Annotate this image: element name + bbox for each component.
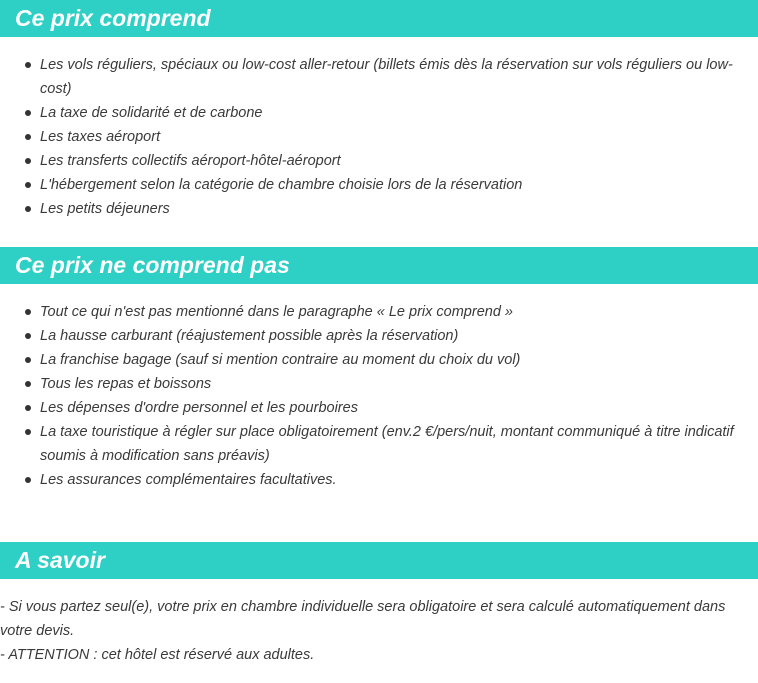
bullet-icon [25, 429, 31, 435]
bullet-icon [25, 477, 31, 483]
list-item [0, 101, 758, 125]
list-item-text: Tous les repas et boissons [40, 376, 212, 392]
list-item-text: La taxe touristique à régler sur place obligatoirement (env.2 €/pers/nuit, montant communiqué à titre indicatif soumis à modification sans préavis) [40, 424, 734, 464]
bullet-icon [25, 405, 31, 411]
list-item-text: Les petits déjeuners [40, 201, 170, 217]
list-item [0, 372, 758, 396]
section-title-excludes: Ce prix ne comprend pas [0, 247, 758, 284]
list-item [0, 173, 758, 197]
list-item-text: Les assurances complémentaires facultatives. [40, 472, 337, 488]
bullet-icon [25, 206, 31, 212]
list-item [0, 149, 758, 173]
list-item [0, 125, 758, 149]
list-item-text: La franchise bagage (sauf si mention contraire au moment du choix du vol) [40, 352, 521, 368]
info-notes [0, 595, 758, 667]
list-item-text: La hausse carburant (réajustement possible après la réservation) [40, 328, 459, 344]
list-item [0, 348, 758, 372]
list-item [0, 300, 758, 324]
list-item [0, 420, 758, 468]
bullet-icon [25, 357, 31, 363]
includes-list [0, 53, 758, 221]
list-item [0, 324, 758, 348]
section-title-info: A savoir [0, 542, 758, 579]
bullet-icon [25, 62, 31, 68]
list-item [0, 197, 758, 221]
list-item-text: Les transferts collectifs aéroport-hôtel-aéroport [40, 153, 341, 169]
section-title-includes: Ce prix comprend [0, 0, 758, 37]
excludes-list [0, 300, 758, 492]
list-item-text: L'hébergement selon la catégorie de chambre choisie lors de la réservation [40, 177, 523, 193]
list-item-text: Les dépenses d'ordre personnel et les pourboires [40, 400, 358, 416]
list-item [0, 468, 758, 492]
bullet-icon [25, 333, 31, 339]
bullet-icon [25, 158, 31, 164]
list-item-text: La taxe de solidarité et de carbone [40, 105, 263, 121]
bullet-icon [25, 134, 31, 140]
list-item [0, 53, 758, 101]
bullet-icon [25, 309, 31, 315]
list-item [0, 396, 758, 420]
bullet-icon [25, 182, 31, 188]
bullet-icon [25, 110, 31, 116]
list-item-text: Les vols réguliers, spéciaux ou low-cost aller-retour (billets émis dès la réservation sur vols réguliers ou low-cost) [40, 57, 733, 97]
bullet-icon [25, 381, 31, 387]
list-item-text: Les taxes aéroport [40, 129, 161, 145]
list-item-text: Tout ce qui n'est pas mentionné dans le paragraphe « Le prix comprend » [40, 304, 513, 320]
info-note-adults-only: - ATTENTION : cet hôtel est réservé aux adultes. [0, 647, 315, 663]
info-note-single-room: - Si vous partez seul(e), votre prix en chambre individuelle sera obligatoire et sera calculé automatiquement dans votre devis. [0, 599, 726, 639]
